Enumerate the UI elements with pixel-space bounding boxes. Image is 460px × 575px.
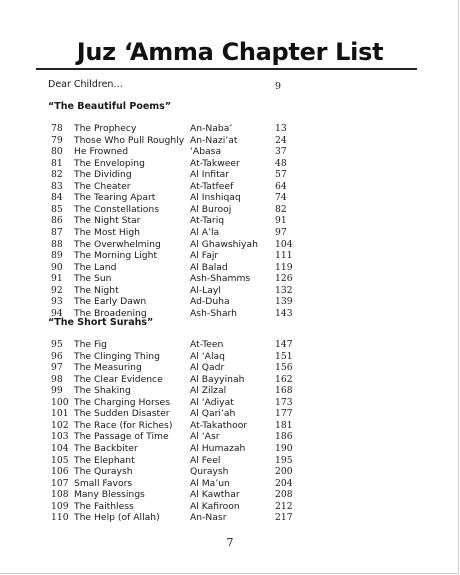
chapter-name-arabic: Al Balad	[190, 261, 228, 273]
chapter-name-arabic: ‘Abasa	[190, 146, 222, 158]
section-heading-short-surahs: “The Short Surahs”	[48, 317, 154, 328]
chapter-page: 37	[275, 146, 287, 158]
chapter-name-arabic: Al ‘Adiyat	[190, 396, 234, 408]
chapter-name-arabic: Al Fajr	[190, 250, 219, 262]
chapter-name-arabic: Ash-Shamms	[190, 273, 251, 285]
chapter-name-arabic: At-Takathoor	[190, 419, 248, 431]
chapter-number: 91	[51, 273, 63, 285]
chapter-name-english: The Race (for Riches)	[74, 419, 173, 431]
chapter-name-arabic: Ad-Duha	[190, 296, 230, 308]
chapter-row	[0, 339, 460, 351]
chapter-name-english: The Prophecy	[74, 123, 137, 134]
chapter-name-english: The Cheater	[74, 180, 131, 192]
chapter-name-arabic: Al Ma’un	[190, 477, 230, 489]
page-title: Juz ‘Amma Chapter List	[76, 38, 384, 66]
chapter-name-english: The Quraysh	[74, 466, 133, 478]
chapter-row	[0, 181, 460, 193]
chapter-row	[0, 501, 460, 513]
chapter-row	[0, 443, 460, 455]
chapter-row	[0, 273, 460, 285]
chapter-name-arabic: Al Infitar	[190, 169, 230, 181]
chapter-name-arabic: Al Kawthar	[190, 489, 240, 501]
chapter-number: 78	[51, 123, 63, 134]
chapter-page: 13	[275, 123, 287, 134]
chapter-name-arabic: Al Inshiqaq	[190, 192, 241, 204]
chapter-name-arabic: An-Nasr	[190, 512, 227, 524]
chapter-page: 24	[275, 134, 287, 146]
chapter-row	[0, 215, 460, 227]
chapter-name-english: Many Blessings	[74, 489, 145, 501]
chapter-row	[0, 262, 460, 274]
chapter-row	[0, 239, 460, 251]
chapter-name-english: The Sudden Disaster	[74, 408, 170, 420]
chapter-page: 119	[275, 261, 293, 273]
chapter-name-english: The Passage of Time	[74, 431, 169, 443]
chapter-row	[0, 123, 460, 135]
chapter-page: 97	[275, 226, 287, 238]
chapter-number: 104	[51, 442, 69, 454]
chapter-number: 84	[51, 192, 63, 204]
chapter-page: 48	[275, 157, 287, 169]
chapter-row	[0, 431, 460, 443]
chapter-row	[0, 362, 460, 374]
chapter-name-english: The Dividing	[74, 169, 132, 181]
chapter-page: 126	[275, 273, 293, 285]
chapter-name-english: The Fig	[74, 339, 108, 350]
chapter-page: 139	[275, 296, 293, 308]
chapter-row	[0, 512, 460, 524]
intro-page-number: 9	[275, 81, 282, 92]
chapter-number: 108	[51, 489, 69, 501]
chapter-name-arabic: Al A’la	[190, 226, 220, 238]
chapter-number: 81	[51, 157, 63, 169]
chapter-row	[0, 158, 460, 170]
chapter-name-english: The Night Star	[74, 215, 141, 227]
chapter-row	[0, 146, 460, 158]
chapter-name-arabic: Quraysh	[190, 466, 229, 478]
chapter-number: 79	[51, 134, 63, 146]
chapter-number: 95	[51, 339, 63, 350]
chapter-row	[0, 478, 460, 490]
chapter-number: 97	[51, 362, 63, 374]
chapter-number: 93	[51, 296, 63, 308]
chapter-number: 99	[51, 385, 63, 397]
chapter-name-english: The Elephant	[74, 454, 135, 466]
chapter-page: 195	[275, 454, 293, 466]
chapter-name-english: The Faithless	[74, 500, 134, 512]
chapter-page: 156	[275, 362, 293, 374]
chapter-name-arabic: An-Naba’	[190, 123, 233, 134]
chapter-row	[0, 135, 460, 147]
title-rule	[36, 68, 417, 70]
chapter-number: 94	[51, 307, 63, 319]
chapter-page: 177	[275, 408, 293, 420]
chapter-name-arabic: At-Tatfeef	[190, 180, 234, 192]
chapter-number: 80	[51, 146, 63, 158]
chapter-row	[0, 351, 460, 363]
chapter-name-english: Small Favors	[74, 477, 133, 489]
chapter-row	[0, 466, 460, 478]
chapter-name-arabic: Al ‘Alaq	[190, 350, 225, 362]
chapter-name-english: The Overwhelming	[74, 238, 161, 250]
chapter-number: 110	[51, 512, 69, 524]
chapter-page: 168	[275, 385, 293, 397]
chapter-name-arabic: Al Kafiroon	[190, 500, 240, 512]
chapter-number: 86	[51, 215, 63, 227]
chapter-number: 102	[51, 419, 69, 431]
chapter-page: 217	[275, 512, 293, 524]
chapter-row	[0, 204, 460, 216]
chapter-name-arabic: Ash-Sharh	[190, 307, 237, 319]
chapter-name-english: The Early Dawn	[74, 296, 147, 308]
chapter-number: 88	[51, 238, 63, 250]
chapter-name-english: The Morning Light	[74, 250, 158, 262]
chapter-row	[0, 192, 460, 204]
chapter-name-english: The Shaking	[74, 385, 131, 397]
chapter-row	[0, 285, 460, 297]
chapter-page: 132	[275, 284, 293, 296]
chapter-name-arabic: Al Feel	[190, 454, 221, 466]
chapter-page: 82	[275, 203, 287, 215]
page-number: 7	[226, 536, 234, 549]
chapter-name-arabic: At-Teen	[190, 339, 224, 350]
chapter-page: 74	[275, 192, 287, 204]
chapter-page: 181	[275, 419, 293, 431]
chapter-number: 106	[51, 466, 69, 478]
chapter-name-english: The Night	[74, 284, 119, 296]
chapter-number: 101	[51, 408, 69, 420]
chapter-page: 91	[275, 215, 287, 227]
chapter-number: 103	[51, 431, 69, 443]
chapter-number: 107	[51, 477, 69, 489]
chapter-row	[0, 169, 460, 181]
chapter-number: 98	[51, 373, 63, 385]
chapter-name-english: The Help (of Allah)	[74, 512, 160, 524]
chapter-page: 151	[275, 350, 293, 362]
chapter-number: 92	[51, 284, 63, 296]
chapter-name-english: The Charging Horses	[74, 396, 170, 408]
chapter-page: 186	[275, 431, 293, 443]
chapter-name-english: The Enveloping	[74, 157, 145, 169]
chapter-page: 57	[275, 169, 287, 181]
chapter-page: 64	[275, 180, 287, 192]
chapter-name-english: The Clear Evidence	[74, 373, 163, 385]
section-heading-beautiful-poems: “The Beautiful Poems”	[48, 101, 172, 112]
chapter-page: 111	[275, 250, 293, 262]
chapter-name-arabic: Al Bayyinah	[190, 373, 245, 385]
chapter-name-arabic: Al Ghawshiyah	[190, 238, 258, 250]
chapter-number: 100	[51, 396, 69, 408]
chapter-page: 173	[275, 396, 293, 408]
chapter-name-english: The Broadening	[74, 307, 147, 319]
chapter-page: 208	[275, 489, 293, 501]
chapter-name-arabic: An-Nazi’at	[190, 134, 238, 146]
chapter-page: 104	[275, 238, 293, 250]
chapter-name-arabic: At-Takweer	[190, 157, 240, 169]
chapter-number: 109	[51, 500, 69, 512]
chapter-row	[0, 397, 460, 409]
chapter-number: 87	[51, 226, 63, 238]
chapter-page: 200	[275, 466, 293, 478]
chapter-row	[0, 489, 460, 501]
chapter-name-arabic: Al Qadr	[190, 362, 225, 374]
chapter-row	[0, 296, 460, 308]
chapter-name-english: The Most High	[74, 226, 140, 238]
chapter-page: 162	[275, 373, 293, 385]
chapter-row	[0, 250, 460, 262]
chapter-number: 89	[51, 250, 63, 262]
chapter-name-english: The Land	[74, 261, 117, 273]
chapter-page: 190	[275, 442, 293, 454]
chapter-name-arabic: Al Burooj	[190, 203, 232, 215]
intro-label: Dear Children…	[48, 79, 123, 90]
chapter-number: 83	[51, 180, 63, 192]
chapter-name-english: The Clinging Thing	[74, 350, 160, 362]
chapter-name-english: The Tearing Apart	[74, 192, 156, 204]
chapter-row	[0, 374, 460, 386]
chapter-name-arabic: Al Humazah	[190, 442, 246, 454]
chapter-number: 82	[51, 169, 63, 181]
chapter-row	[0, 385, 460, 397]
chapter-name-english: The Constellations	[74, 203, 160, 215]
chapter-name-english: The Sun	[74, 273, 112, 285]
chapter-name-english: He Frowned	[74, 146, 129, 158]
chapter-page: 147	[275, 339, 293, 350]
chapter-row	[0, 408, 460, 420]
chapter-page: 212	[275, 500, 293, 512]
chapter-number: 90	[51, 261, 63, 273]
chapter-row	[0, 420, 460, 432]
chapter-number: 96	[51, 350, 63, 362]
chapter-row	[0, 227, 460, 239]
chapter-name-english: The Measuring	[74, 362, 142, 374]
chapter-page: 143	[275, 307, 293, 319]
chapter-name-arabic: Al Zilzal	[190, 385, 227, 397]
chapter-number: 85	[51, 203, 63, 215]
chapter-name-english: The Backbiter	[74, 442, 138, 454]
chapter-page: 204	[275, 477, 293, 489]
chapter-name-arabic: At-Tariq	[190, 215, 225, 227]
chapter-name-english: Those Who Pull Roughly	[74, 134, 185, 146]
chapter-name-arabic: Al-Layl	[190, 284, 221, 296]
chapter-number: 105	[51, 454, 69, 466]
chapter-name-arabic: Al ‘Asr	[190, 431, 220, 443]
chapter-row	[0, 455, 460, 467]
chapter-name-arabic: Al Qari’ah	[190, 408, 236, 420]
